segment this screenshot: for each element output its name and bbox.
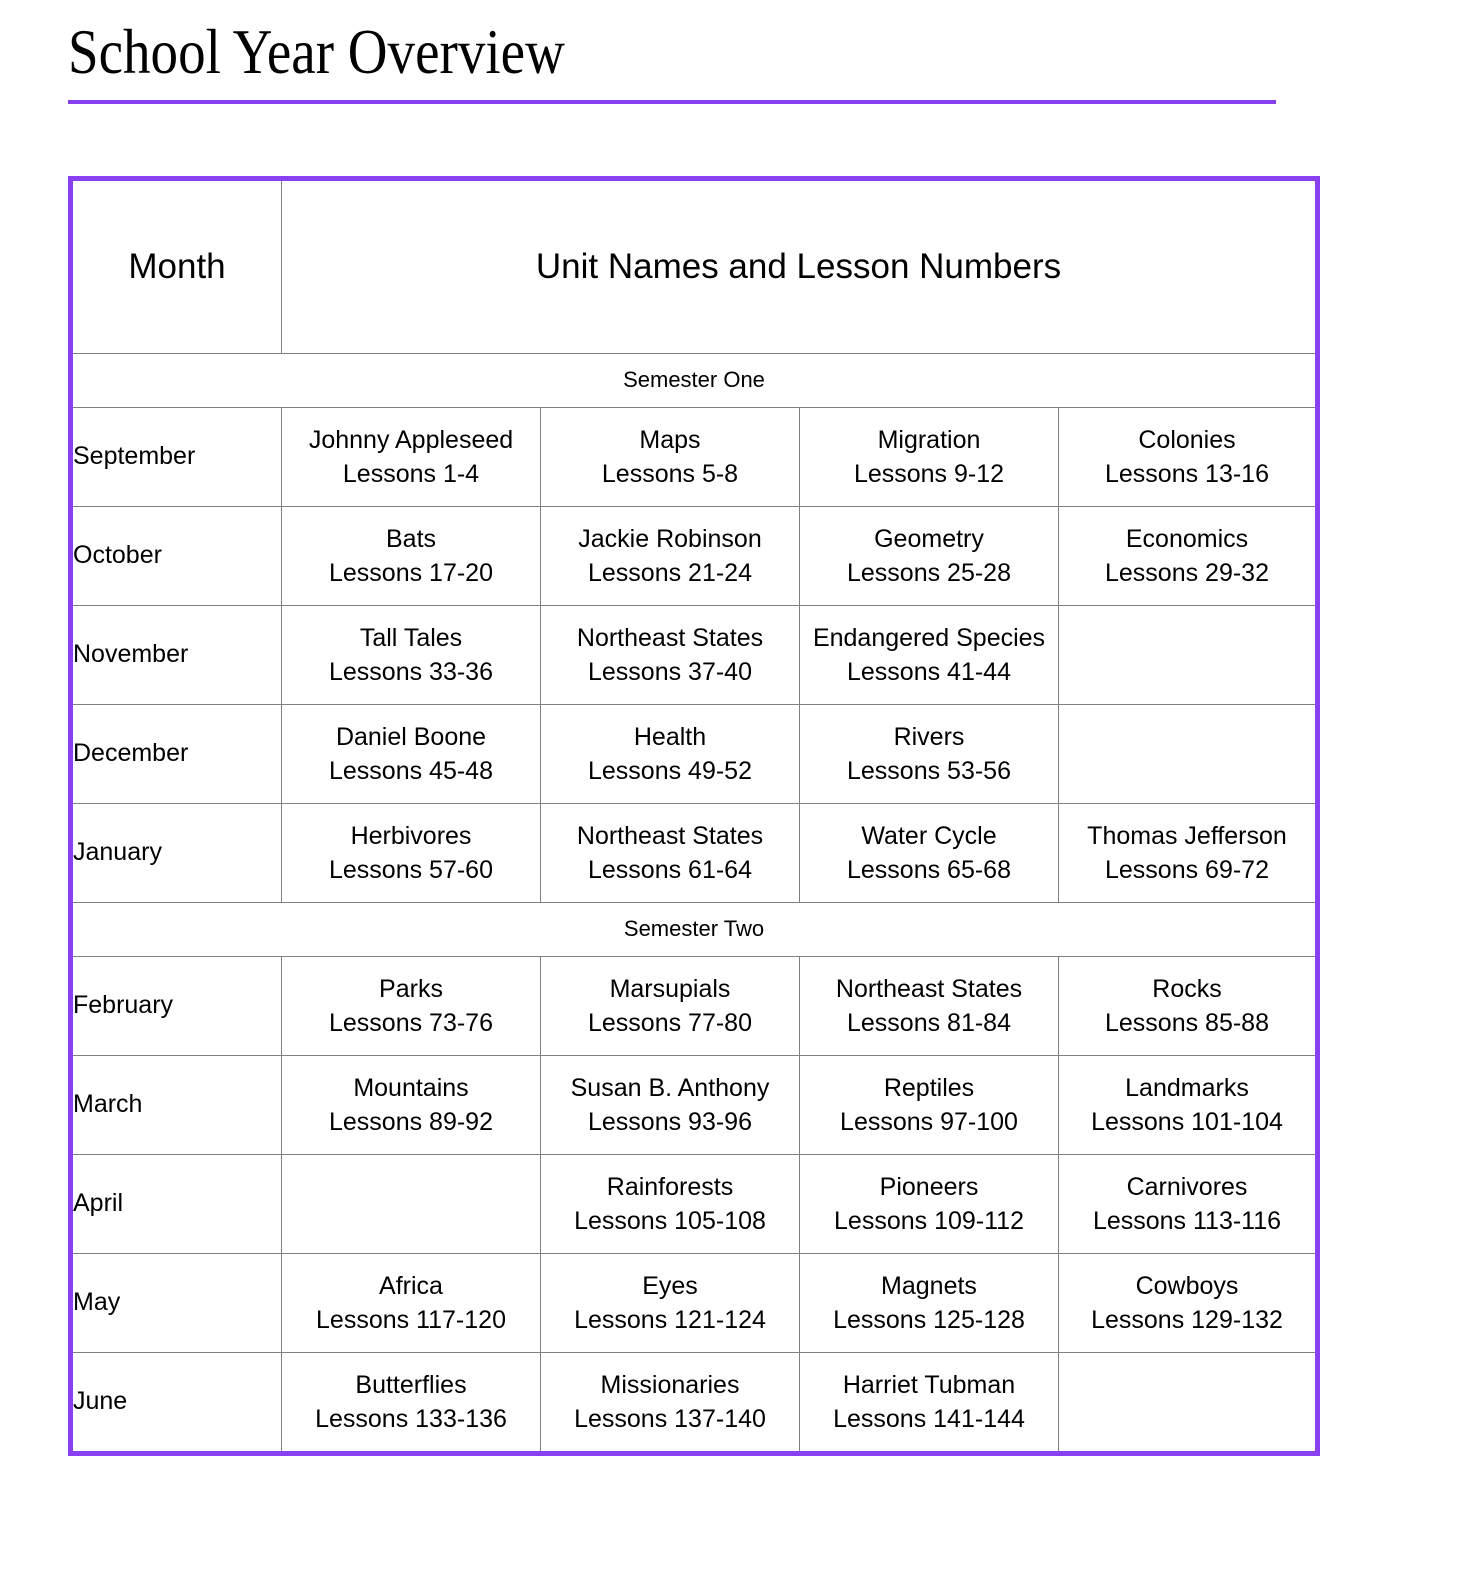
unit-name: Bats: [385, 524, 437, 553]
month-label: September: [73, 442, 196, 471]
unit-cell: [800, 804, 1059, 903]
unit-lesson-range: Lessons 1-4: [342, 460, 480, 488]
unit-name: Missionaries: [600, 1370, 740, 1399]
month-cell: [71, 957, 282, 1056]
unit-cell: [541, 507, 800, 606]
unit-name: Rocks: [1152, 974, 1222, 1003]
title-block: [68, 14, 1276, 104]
school-year-table-wrap: [68, 176, 1315, 1456]
semester-banner-label: Semester One: [623, 367, 765, 393]
unit-lesson-range: Lessons 61-64: [587, 856, 752, 884]
table-row: [71, 705, 1318, 804]
month-label: November: [73, 640, 189, 669]
unit-lesson-range: Lessons 109-112: [834, 1207, 1024, 1235]
unit-cell: [282, 1353, 541, 1454]
unit-name: Carnivores: [1126, 1172, 1248, 1201]
month-label: January: [73, 838, 162, 867]
unit-cell: [282, 507, 541, 606]
unit-cell: [1059, 606, 1318, 705]
unit-cell: [1059, 1254, 1318, 1353]
table-header-row: [71, 179, 1318, 354]
unit-cell: [541, 705, 800, 804]
unit-name: Parks: [379, 974, 443, 1003]
month-label: April: [73, 1189, 124, 1218]
month-cell: [71, 804, 282, 903]
unit-name: Cowboys: [1135, 1271, 1239, 1300]
unit-cell: [1059, 804, 1318, 903]
unit-lesson-range: Lessons 9-12: [853, 460, 1005, 488]
unit-cell: [282, 804, 541, 903]
unit-name: Migration: [877, 425, 981, 454]
unit-lesson-range: Lessons 89-92: [328, 1108, 493, 1136]
unit-name: Maps: [639, 425, 701, 454]
unit-name: Rainforests: [606, 1172, 734, 1201]
header-label-month: Month: [128, 246, 226, 286]
month-cell: [71, 1056, 282, 1155]
unit-cell: [800, 408, 1059, 507]
table-row: [71, 957, 1318, 1056]
unit-lesson-range: Lessons 65-68: [846, 856, 1011, 884]
unit-name: Health: [633, 722, 707, 751]
semester-banner-cell: [71, 903, 1318, 957]
unit-cell: [282, 408, 541, 507]
unit-lesson-range: Lessons 13-16: [1104, 460, 1269, 488]
month-cell: [71, 1254, 282, 1353]
unit-lesson-range: Lessons 113-116: [1092, 1207, 1282, 1235]
semester-banner-label: Semester Two: [623, 916, 765, 942]
unit-cell: [541, 1353, 800, 1454]
unit-cell: [282, 1254, 541, 1353]
unit-name: Mountains: [353, 1073, 469, 1102]
unit-name: Johnny Appleseed: [308, 425, 514, 454]
unit-cell: [541, 804, 800, 903]
unit-cell: [282, 1056, 541, 1155]
unit-name: Northeast States: [576, 623, 764, 652]
month-label: October: [73, 541, 162, 570]
unit-name: Eyes: [642, 1271, 698, 1300]
unit-cell: [541, 1056, 800, 1155]
header-cell-month: [71, 179, 282, 354]
unit-name: Endangered Species: [812, 623, 1046, 652]
unit-name: Thomas Jefferson: [1087, 821, 1287, 850]
unit-lesson-range: Lessons 141-144: [833, 1405, 1025, 1433]
month-cell: [71, 507, 282, 606]
month-label: February: [73, 991, 174, 1020]
unit-cell: [282, 1155, 541, 1254]
school-year-overview-table: [68, 176, 1320, 1456]
unit-lesson-range: Lessons 129-132: [1091, 1306, 1283, 1334]
unit-cell: [800, 1353, 1059, 1454]
unit-cell: [282, 957, 541, 1056]
unit-cell: [282, 705, 541, 804]
month-label: June: [73, 1387, 128, 1416]
table-row: [71, 507, 1318, 606]
unit-lesson-range: Lessons 77-80: [587, 1009, 752, 1037]
unit-lesson-range: Lessons 117-120: [316, 1306, 506, 1334]
month-cell: [71, 606, 282, 705]
unit-lesson-range: Lessons 41-44: [846, 658, 1011, 686]
unit-cell: [541, 606, 800, 705]
title-underline-rule: [68, 100, 1276, 104]
unit-name: Herbivores: [350, 821, 472, 850]
unit-lesson-range: Lessons 57-60: [328, 856, 493, 884]
unit-lesson-range: Lessons 25-28: [846, 559, 1011, 587]
unit-name: Rivers: [893, 722, 965, 751]
unit-lesson-range: Lessons 21-24: [587, 559, 752, 587]
unit-cell: [800, 606, 1059, 705]
semester-banner-row: [71, 903, 1318, 957]
month-label: May: [73, 1288, 121, 1317]
unit-lesson-range: Lessons 81-84: [846, 1009, 1011, 1037]
unit-lesson-range: Lessons 125-128: [833, 1306, 1025, 1334]
table-row: [71, 1353, 1318, 1454]
unit-lesson-range: Lessons 33-36: [328, 658, 493, 686]
month-cell: [71, 1353, 282, 1454]
unit-name: Water Cycle: [861, 821, 997, 850]
unit-name: Northeast States: [835, 974, 1023, 1003]
unit-lesson-range: Lessons 37-40: [587, 658, 752, 686]
unit-cell: [541, 408, 800, 507]
unit-cell: [1059, 507, 1318, 606]
month-cell: [71, 705, 282, 804]
unit-cell: [1059, 1353, 1318, 1454]
unit-name: Reptiles: [883, 1073, 975, 1102]
unit-name: Colonies: [1138, 425, 1236, 454]
unit-name: Pioneers: [879, 1172, 979, 1201]
month-label: March: [73, 1090, 143, 1119]
unit-lesson-range: Lessons 49-52: [587, 757, 752, 785]
unit-cell: [541, 1254, 800, 1353]
unit-name: Butterflies: [355, 1370, 467, 1399]
semester-banner-row: [71, 354, 1318, 408]
unit-name: Harriet Tubman: [842, 1370, 1016, 1399]
unit-cell: [541, 957, 800, 1056]
unit-lesson-range: Lessons 105-108: [574, 1207, 766, 1235]
table-row: [71, 1254, 1318, 1353]
header-cell-units: [282, 179, 1318, 354]
unit-name: Magnets: [881, 1271, 977, 1300]
unit-lesson-range: Lessons 97-100: [840, 1108, 1018, 1136]
unit-cell: [800, 705, 1059, 804]
unit-name: Marsupials: [609, 974, 731, 1003]
unit-cell: [800, 1155, 1059, 1254]
unit-name: Daniel Boone: [335, 722, 487, 751]
unit-cell: [1059, 1056, 1318, 1155]
unit-lesson-range: Lessons 53-56: [846, 757, 1011, 785]
unit-cell: [1059, 1155, 1318, 1254]
unit-lesson-range: Lessons 73-76: [328, 1009, 493, 1037]
unit-lesson-range: Lessons 45-48: [328, 757, 493, 785]
unit-lesson-range: Lessons 85-88: [1104, 1009, 1269, 1037]
unit-name: Northeast States: [576, 821, 764, 850]
unit-cell: [541, 1155, 800, 1254]
unit-lesson-range: Lessons 17-20: [328, 559, 493, 587]
unit-name: Tall Tales: [359, 623, 463, 652]
unit-name: Landmarks: [1125, 1073, 1249, 1102]
unit-lesson-range: Lessons 101-104: [1091, 1108, 1283, 1136]
unit-cell: [282, 606, 541, 705]
unit-name: Jackie Robinson: [578, 524, 762, 553]
unit-lesson-range: Lessons 93-96: [587, 1108, 752, 1136]
table-row: [71, 606, 1318, 705]
unit-lesson-range: Lessons 5-8: [601, 460, 739, 488]
month-label: December: [73, 739, 189, 768]
unit-cell: [800, 507, 1059, 606]
unit-name: Africa: [379, 1271, 443, 1300]
unit-lesson-range: Lessons 137-140: [574, 1405, 766, 1433]
unit-lesson-range: Lessons 133-136: [315, 1405, 507, 1433]
table-row: [71, 408, 1318, 507]
table-row: [71, 1056, 1318, 1155]
unit-lesson-range: Lessons 29-32: [1104, 559, 1269, 587]
unit-cell: [800, 957, 1059, 1056]
page-title: School Year Overview: [68, 16, 565, 87]
unit-lesson-range: Lessons 69-72: [1104, 856, 1269, 884]
month-cell: [71, 1155, 282, 1254]
unit-cell: [1059, 705, 1318, 804]
unit-cell: [1059, 408, 1318, 507]
unit-lesson-range: Lessons 121-124: [574, 1306, 766, 1334]
unit-name: Economics: [1125, 524, 1249, 553]
unit-cell: [800, 1056, 1059, 1155]
unit-cell: [1059, 957, 1318, 1056]
table-row: [71, 1155, 1318, 1254]
table-row: [71, 804, 1318, 903]
month-cell: [71, 408, 282, 507]
semester-banner-cell: [71, 354, 1318, 408]
header-label-units: Unit Names and Lesson Numbers: [535, 246, 1062, 286]
unit-name: Susan B. Anthony: [570, 1073, 770, 1102]
unit-cell: [800, 1254, 1059, 1353]
unit-name: Geometry: [874, 524, 984, 553]
